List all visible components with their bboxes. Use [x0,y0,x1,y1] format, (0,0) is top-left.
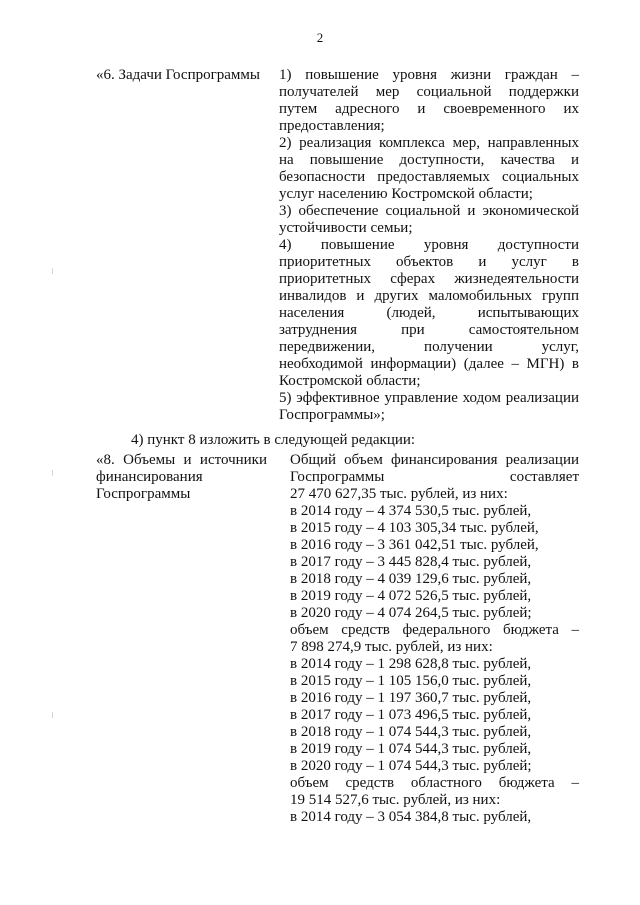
section8-line: в 2020 году – 4 074 264,5 тыс. рублей; [290,605,532,621]
section8-line: в 2018 году – 4 039 129,6 тыс. рублей, [290,571,532,587]
section8-line: 19 514 527,6 тыс. рублей, из них: [290,792,501,808]
section8-line: в 2017 году – 3 445 828,4 тыс. рублей, [290,554,532,570]
section6-line: 2) реализация комплекса мер, направленных [279,135,579,151]
section8-line: в 2014 году – 3 054 384,8 тыс. рублей, [290,809,532,825]
section6-line: Госпрограммы»; [279,407,385,423]
section6-line: 1) повышение уровня жизни граждан – [279,67,579,83]
section6-line: путем адресного и своевременного их [279,101,579,117]
section6-line: приоритетных объектов и услуг в [279,254,579,270]
section8-line: в 2014 году – 1 298 628,8 тыс. рублей, [290,656,532,672]
section6-line: 5) эффективное управление ходом реализации [279,390,579,406]
section8-line: в 2017 году – 1 073 496,5 тыс. рублей, [290,707,532,723]
scan-mark [52,712,53,718]
section6-line: приоритетных сферах жизнедеятельности [279,271,579,287]
section6-line: 4) повышение уровня доступности [279,237,579,253]
section6-line: на повышение доступности, качества и [279,152,579,168]
section6-line: 3) обеспечение социальной и экономической [279,203,579,219]
section8-line: 27 470 627,35 тыс. рублей, из них: [290,486,508,502]
section6-line: услуг населению Костромской области; [279,186,533,202]
section6-line: необходимой информации) (далее – МГН) в [279,356,579,372]
section8-line: объем средств федерального бюджета – [290,622,579,638]
section6-line: Костромской области; [279,373,421,389]
section8-label: финансирования [96,469,203,485]
scan-mark [52,470,53,476]
section8-label: «8. Объемы и источники [96,452,267,468]
scan-mark [52,268,53,274]
section8-line: в 2015 году – 1 105 156,0 тыс. рублей, [290,673,532,689]
section8-line: в 2015 году – 4 103 305,34 тыс. рублей, [290,520,539,536]
section6-line: безопасности предоставляемых социальных [279,169,579,185]
section6-line: предоставления; [279,118,385,134]
section6-line: затруднения при самостоятельном [279,322,579,338]
section8-line: 7 898 274,9 тыс. рублей, из них: [290,639,493,655]
section6-line: передвижении, получении услуг, [279,339,579,355]
section6-line: получателей мер социальной поддержки [279,84,579,100]
section6-label: «6. Задачи Госпрограммы [96,67,260,83]
section8-line: в 2019 году – 1 074 544,3 тыс. рублей, [290,741,532,757]
section8-line: в 2020 году – 1 074 544,3 тыс. рублей; [290,758,532,774]
section8-line: в 2019 году – 4 072 526,5 тыс. рублей, [290,588,532,604]
section6-line: населения (людей, испытывающих [279,305,579,321]
section8-line: в 2016 году – 3 361 042,51 тыс. рублей, [290,537,539,553]
section8-line: Госпрограммы составляет [290,469,579,485]
section6-line: инвалидов и других маломобильных групп [279,288,579,304]
section8-line: Общий объем финансирования реализации [290,452,579,468]
section6-line: устойчивости семьи; [279,220,413,236]
page-number: 2 [316,30,324,45]
section8-line: в 2018 году – 1 074 544,3 тыс. рублей, [290,724,532,740]
section8-label: Госпрограммы [96,486,191,502]
instruction-line: 4) пункт 8 изложить в следующей редакции: [131,432,416,448]
section8-line: в 2014 году – 4 374 530,5 тыс. рублей, [290,503,532,519]
section8-line: объем средств областного бюджета – [290,775,579,791]
section8-line: в 2016 году – 1 197 360,7 тыс. рублей, [290,690,532,706]
